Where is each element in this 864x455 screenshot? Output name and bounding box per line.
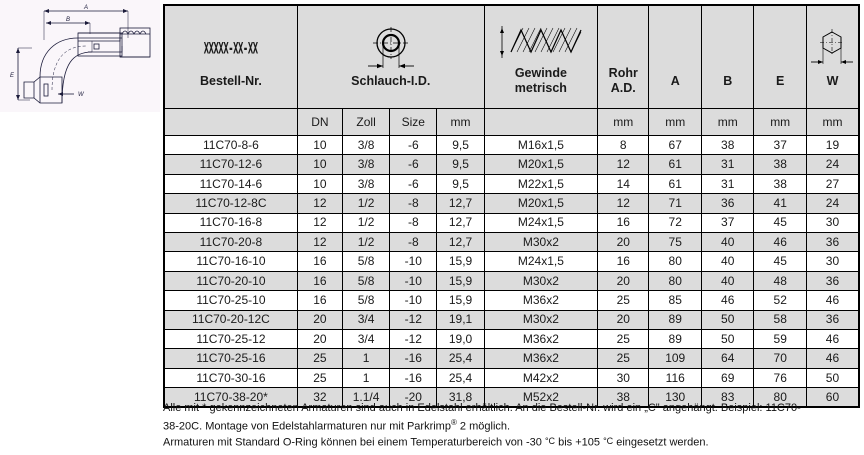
cell-tube-od: 25 (598, 291, 649, 310)
cell-e: 38 (754, 174, 806, 193)
cell-dn: 16 (297, 252, 342, 271)
specification-table-container (163, 4, 860, 408)
cell-e: 58 (754, 310, 806, 329)
cell-b: 40 (701, 271, 753, 290)
cell-b: 38 (701, 136, 753, 155)
unit-zoll: Zoll (342, 109, 389, 136)
cell-e: 76 (754, 368, 806, 387)
cell-tube-od: 30 (598, 368, 649, 387)
cell-zoll: 3/8 (342, 155, 389, 174)
cell-a: 116 (649, 368, 701, 387)
cell-part-number: 11C70-20-8 (164, 232, 297, 251)
header-tube-od-label: Rohr A.D. (608, 66, 638, 95)
cell-a: 89 (649, 329, 701, 348)
unit-w: mm (806, 109, 859, 136)
table-row[interactable] (164, 291, 859, 310)
cell-zoll: 1/2 (342, 213, 389, 232)
cell-mm: 31,8 (437, 388, 484, 408)
header-row-titles (164, 5, 859, 109)
table-row[interactable] (164, 252, 859, 271)
table-row[interactable] (164, 155, 859, 174)
cell-size: -20 (390, 388, 437, 408)
cell-size: -16 (390, 368, 437, 387)
part-number-glyph-icon: XXXXX-XX-XX (203, 38, 258, 58)
cell-tube-od: 25 (598, 329, 649, 348)
cell-dn: 16 (297, 271, 342, 290)
cell-w: 50 (806, 368, 859, 387)
cell-thread: M30x2 (484, 271, 597, 290)
cell-mm: 25,4 (437, 349, 484, 368)
table-row[interactable] (164, 349, 859, 368)
cell-tube-od: 12 (598, 194, 649, 213)
cell-a: 61 (649, 174, 701, 193)
cell-size: -12 (390, 329, 437, 348)
cell-a: 67 (649, 136, 701, 155)
header-thread-label: Gewinde metrisch (514, 66, 567, 95)
cell-b: 46 (701, 291, 753, 310)
unit-dn: DN (297, 109, 342, 136)
unit-part-number (164, 109, 297, 136)
cell-zoll: 3/8 (342, 174, 389, 193)
cell-w: 46 (806, 329, 859, 348)
tube-od-spacer-icon (598, 18, 648, 64)
cell-part-number: 11C70-25-16 (164, 349, 297, 368)
header-row-units (164, 109, 859, 136)
unit-a: mm (649, 109, 701, 136)
cell-mm: 12,7 (437, 194, 484, 213)
cell-size: -6 (390, 174, 437, 193)
cell-mm: 19,0 (437, 329, 484, 348)
header-hose-id (297, 5, 484, 109)
footnote-block (163, 401, 863, 451)
cell-b: 37 (701, 213, 753, 232)
cell-dn: 16 (297, 291, 342, 310)
cell-w: 36 (806, 232, 859, 251)
cell-size: -8 (390, 213, 437, 232)
unit-thread (484, 109, 597, 136)
cell-b: 31 (701, 174, 753, 193)
cell-size: -6 (390, 136, 437, 155)
cell-zoll: 1.1/4 (342, 388, 389, 408)
cell-e: 37 (754, 136, 806, 155)
cell-e: 59 (754, 329, 806, 348)
table-row[interactable] (164, 213, 859, 232)
drawing-label-a: A (84, 5, 89, 11)
cell-a: 61 (649, 155, 701, 174)
cell-thread: M30x2 (484, 232, 597, 251)
cell-thread: M36x2 (484, 349, 597, 368)
table-row[interactable] (164, 232, 859, 251)
cell-part-number: 11C70-12-6 (164, 155, 297, 174)
hex-width-icon (807, 26, 858, 72)
drawing-label-b: B (66, 17, 71, 23)
cell-w: 19 (806, 136, 859, 155)
cell-w: 46 (806, 349, 859, 368)
cell-e: 52 (754, 291, 806, 310)
cell-b: 50 (701, 329, 753, 348)
cell-b: 64 (701, 349, 753, 368)
fitting-technical-drawing (0, 0, 160, 112)
cell-dn: 20 (297, 310, 342, 329)
table-row[interactable] (164, 174, 859, 193)
cell-dn: 25 (297, 368, 342, 387)
cell-zoll: 5/8 (342, 291, 389, 310)
cell-tube-od: 38 (598, 388, 649, 408)
header-dim-b: B (701, 5, 753, 109)
header-thread (484, 5, 597, 109)
cell-size: -10 (390, 271, 437, 290)
cell-part-number: 11C70-25-10 (164, 291, 297, 310)
cell-dn: 20 (297, 329, 342, 348)
cell-mm: 15,9 (437, 252, 484, 271)
cell-a: 75 (649, 232, 701, 251)
table-row[interactable] (164, 271, 859, 290)
cell-w: 36 (806, 310, 859, 329)
hose-id-circle-icon (298, 26, 484, 72)
cell-thread: M52x2 (484, 388, 597, 408)
cell-dn: 12 (297, 232, 342, 251)
cell-mm: 15,9 (437, 271, 484, 290)
header-hose-id-label: Schlauch-I.D. (351, 73, 431, 88)
cell-dn: 12 (297, 194, 342, 213)
cell-zoll: 3/8 (342, 136, 389, 155)
cell-w: 30 (806, 252, 859, 271)
cell-a: 89 (649, 310, 701, 329)
footnote-line-1: Alle mit * gekennzeichneten Armaturen sind auch in Edelstahl erhältlich. An die Bestell-Nr. wird ein „C" angehängt. Beispiel: 11C70- (163, 402, 801, 414)
footnote-line-3: Armaturen mit Standard O-Ring können bei einem Temperaturbereich von -30 °C bis +105 °C eingesetzt werden. (163, 435, 709, 449)
cell-w: 30 (806, 213, 859, 232)
cell-b: 50 (701, 310, 753, 329)
cell-dn: 25 (297, 349, 342, 368)
cell-a: 80 (649, 252, 701, 271)
cell-part-number: 11C70-8-6 (164, 136, 297, 155)
cell-w: 36 (806, 271, 859, 290)
cell-e: 80 (754, 388, 806, 408)
cell-e: 38 (754, 155, 806, 174)
header-part-number-label: Bestell-Nr. (199, 73, 262, 88)
cell-part-number: 11C70-20-12C (164, 310, 297, 329)
cell-e: 46 (754, 232, 806, 251)
cell-tube-od: 16 (598, 252, 649, 271)
cell-part-number: 11C70-20-10 (164, 271, 297, 290)
cell-e: 45 (754, 213, 806, 232)
cell-a: 71 (649, 194, 701, 213)
cell-a: 130 (649, 388, 701, 408)
cell-a: 72 (649, 213, 701, 232)
table-row[interactable] (164, 194, 859, 213)
cell-thread: M42x2 (484, 368, 597, 387)
table-row[interactable] (164, 136, 859, 155)
cell-dn: 12 (297, 213, 342, 232)
cell-e: 70 (754, 349, 806, 368)
cell-w: 46 (806, 291, 859, 310)
drawing-label-w: W (78, 92, 84, 98)
unit-tube-od: mm (598, 109, 649, 136)
drawing-label-e: E (10, 73, 15, 79)
cell-zoll: 1 (342, 349, 389, 368)
footnote-line-2: 38-20C. Montage von Edelstahlarmaturen nur mit Parkrimp® 2 möglich. (163, 417, 511, 433)
header-dim-w: W (806, 5, 859, 109)
cell-dn: 10 (297, 174, 342, 193)
cell-size: -10 (390, 252, 437, 271)
cell-size: -10 (390, 291, 437, 310)
cell-a: 85 (649, 291, 701, 310)
table-row[interactable] (164, 310, 859, 329)
registered-trademark-icon: ® (450, 417, 457, 427)
dim-b-spacer-icon (702, 26, 753, 72)
cell-zoll: 3/4 (342, 329, 389, 348)
cell-dn: 10 (297, 155, 342, 174)
cell-thread: M16x1,5 (484, 136, 597, 155)
unit-mm: mm (437, 109, 484, 136)
cell-thread: M24x1,5 (484, 213, 597, 232)
cell-part-number: 11C70-30-16 (164, 368, 297, 387)
cell-e: 48 (754, 271, 806, 290)
header-dim-e: E (754, 5, 806, 109)
cell-w: 60 (806, 388, 859, 408)
cell-w: 24 (806, 155, 859, 174)
cell-zoll: 1 (342, 368, 389, 387)
unit-b: mm (701, 109, 753, 136)
cell-thread: M20x1,5 (484, 194, 597, 213)
unit-e: mm (754, 109, 806, 136)
cell-b: 40 (701, 232, 753, 251)
cell-w: 27 (806, 174, 859, 193)
cell-mm: 9,5 (437, 155, 484, 174)
cell-part-number: 11C70-16-10 (164, 252, 297, 271)
cell-size: -8 (390, 232, 437, 251)
cell-tube-od: 16 (598, 213, 649, 232)
cell-a: 80 (649, 271, 701, 290)
cell-w: 24 (806, 194, 859, 213)
cell-tube-od: 20 (598, 271, 649, 290)
cell-mm: 9,5 (437, 174, 484, 193)
unit-size: Size (390, 109, 437, 136)
cell-e: 41 (754, 194, 806, 213)
cell-e: 45 (754, 252, 806, 271)
cell-tube-od: 12 (598, 155, 649, 174)
cell-thread: M36x2 (484, 329, 597, 348)
cell-b: 31 (701, 155, 753, 174)
cell-part-number: 11C70-25-12 (164, 329, 297, 348)
cell-b: 83 (701, 388, 753, 408)
cell-mm: 19,1 (437, 310, 484, 329)
dim-a-spacer-icon (649, 26, 700, 72)
cell-part-number: 11C70-16-8 (164, 213, 297, 232)
cell-tube-od: 8 (598, 136, 649, 155)
cell-thread: M22x1,5 (484, 174, 597, 193)
fitting-specification-table (163, 4, 860, 408)
cell-zoll: 5/8 (342, 271, 389, 290)
table-body (164, 136, 859, 408)
cell-part-number: 11C70-14-6 (164, 174, 297, 193)
cell-tube-od: 20 (598, 310, 649, 329)
cell-size: -6 (390, 155, 437, 174)
cell-dn: 10 (297, 136, 342, 155)
cell-thread: M20x1,5 (484, 155, 597, 174)
cell-dn: 32 (297, 388, 342, 408)
cell-zoll: 1/2 (342, 194, 389, 213)
cell-b: 69 (701, 368, 753, 387)
cell-size: -12 (390, 310, 437, 329)
header-tube-od (598, 5, 649, 109)
cell-thread: M30x2 (484, 310, 597, 329)
cell-mm: 12,7 (437, 232, 484, 251)
cell-part-number: 11C70-12-8C (164, 194, 297, 213)
cell-zoll: 1/2 (342, 232, 389, 251)
cell-mm: 9,5 (437, 136, 484, 155)
table-header (164, 5, 859, 136)
dim-e-spacer-icon (754, 26, 805, 72)
thread-profile-icon (485, 18, 597, 64)
header-part-number (164, 5, 297, 109)
cell-zoll: 5/8 (342, 252, 389, 271)
table-row[interactable] (164, 329, 859, 348)
cell-b: 40 (701, 252, 753, 271)
cell-size: -16 (390, 349, 437, 368)
cell-zoll: 3/4 (342, 310, 389, 329)
cell-size: -8 (390, 194, 437, 213)
cell-mm: 12,7 (437, 213, 484, 232)
cell-mm: 25,4 (437, 368, 484, 387)
table-row[interactable] (164, 368, 859, 387)
header-dim-a: A (649, 5, 701, 109)
cell-a: 109 (649, 349, 701, 368)
cell-thread: M24x1,5 (484, 252, 597, 271)
cell-thread: M36x2 (484, 291, 597, 310)
cell-mm: 15,9 (437, 291, 484, 310)
cell-b: 36 (701, 194, 753, 213)
cell-tube-od: 20 (598, 232, 649, 251)
cell-tube-od: 25 (598, 349, 649, 368)
cell-tube-od: 14 (598, 174, 649, 193)
elbow-fitting-svg (0, 0, 160, 112)
cell-part-number: 11C70-38-20* (164, 388, 297, 408)
